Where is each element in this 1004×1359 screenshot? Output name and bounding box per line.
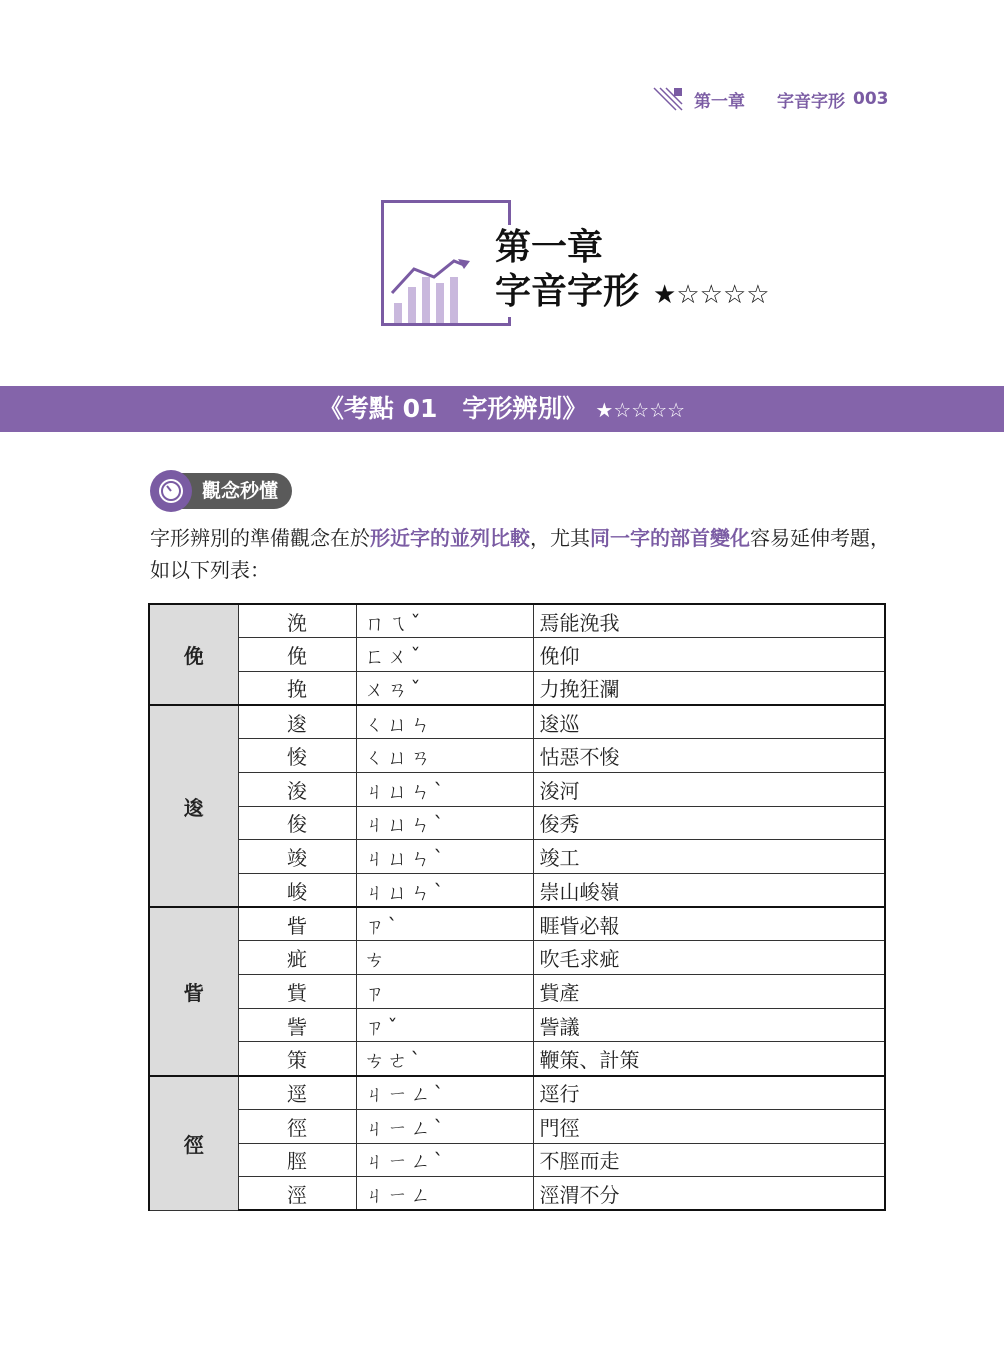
example-cell: 浚河 [533, 772, 885, 806]
zhuyin-cell: ㄐㄧㄥˋ [356, 1109, 533, 1143]
char-cell: 脛 [238, 1143, 356, 1177]
example-cell: 睚眥必報 [533, 907, 885, 941]
char-cell: 峻 [238, 874, 356, 908]
header-chapter: 第一章 [694, 91, 745, 112]
header-section: 字音字形 [777, 91, 845, 112]
example-cell: 吹毛求疵 [533, 941, 885, 975]
char-cell: 俊 [238, 806, 356, 840]
zhuyin-cell: ㄐㄩㄣˋ [356, 772, 533, 806]
table-row [149, 1143, 885, 1177]
char-cell: 浼 [238, 604, 356, 638]
zhuyin-cell: ㄘ [356, 941, 533, 975]
section-banner [0, 386, 1004, 432]
intro-highlight: 同一字的部首變化 [590, 526, 750, 550]
example-cell: 貲產 [533, 975, 885, 1009]
table-row [149, 1177, 885, 1211]
zhuyin-cell: ㄐㄩㄣˋ [356, 840, 533, 874]
zhuyin-cell: ㄗˇ [356, 1008, 533, 1042]
zhuyin-cell: ㄐㄩㄣˋ [356, 874, 533, 908]
char-cell: 眥 [238, 907, 356, 941]
example-cell: 俛仰 [533, 638, 885, 672]
growth-chart-icon [384, 203, 508, 323]
char-cell: 策 [238, 1042, 356, 1076]
running-header [652, 86, 889, 112]
char-cell: 浚 [238, 772, 356, 806]
table-row [149, 1008, 885, 1042]
table-row [149, 975, 885, 1009]
chapter-rating: ★☆☆☆☆ [653, 280, 770, 310]
zhuyin-cell: ㄨㄢˇ [356, 671, 533, 705]
zhuyin-cell: ㄑㄩㄣ [356, 705, 533, 739]
table-row [149, 772, 885, 806]
char-cell: 竣 [238, 840, 356, 874]
group-label: 逡 [149, 705, 238, 907]
chapter-name: 字音字形 [495, 270, 640, 312]
zhuyin-cell: ㄈㄨˇ [356, 638, 533, 672]
table-row [149, 604, 885, 638]
example-cell: 門徑 [533, 1109, 885, 1143]
table-row [149, 907, 885, 941]
page-number: 003 [853, 89, 889, 109]
table-row [149, 638, 885, 672]
example-cell: 涇渭不分 [533, 1177, 885, 1211]
table-row [149, 705, 885, 739]
example-cell: 怙惡不悛 [533, 739, 885, 773]
example-cell: 鞭策、計策 [533, 1042, 885, 1076]
group-label: 徑 [149, 1076, 238, 1211]
example-cell: 焉能浼我 [533, 604, 885, 638]
zhuyin-cell: ㄗ [356, 975, 533, 1009]
intro-text: 容易延伸考題，如以下列表： [150, 526, 890, 582]
table-row [149, 1076, 885, 1110]
char-cell: 逡 [238, 705, 356, 739]
intro-text: 字形辨別的準備觀念在於 [150, 526, 370, 550]
table-row [149, 941, 885, 975]
table-row [149, 840, 885, 874]
example-cell: 俊秀 [533, 806, 885, 840]
example-cell: 竣工 [533, 840, 885, 874]
example-cell: 力挽狂瀾 [533, 671, 885, 705]
chapter-icon-box [381, 200, 511, 326]
section-title: 《考點 01 字形辨別》 [318, 394, 588, 423]
char-cell: 悛 [238, 739, 356, 773]
table-row [149, 739, 885, 773]
example-cell: 不脛而走 [533, 1143, 885, 1177]
zhuyin-cell: ㄐㄧㄥˋ [356, 1143, 533, 1177]
intro-text: ，尤其 [530, 526, 590, 550]
header-decoration-icon [652, 86, 686, 112]
intro-highlight: 形近字的並列比較 [370, 526, 530, 550]
char-cell: 逕 [238, 1076, 356, 1110]
zhuyin-cell: ㄐㄩㄣˋ [356, 806, 533, 840]
group-label: 俛 [149, 604, 238, 705]
chapter-number: 第一章 [495, 226, 604, 268]
glyph-comparison-table [148, 603, 886, 1211]
example-cell: 訾議 [533, 1008, 885, 1042]
section-rating: ★☆☆☆☆ [595, 398, 686, 422]
char-cell: 訾 [238, 1008, 356, 1042]
char-cell: 徑 [238, 1109, 356, 1143]
zhuyin-cell: ㄘㄜˋ [356, 1042, 533, 1076]
example-cell: 崇山峻嶺 [533, 874, 885, 908]
concept-label [150, 470, 292, 512]
table-row [149, 1042, 885, 1076]
example-cell: 逕行 [533, 1076, 885, 1110]
table-row [149, 1109, 885, 1143]
intro-paragraph [150, 522, 890, 586]
zhuyin-cell: ㄑㄩㄢ [356, 739, 533, 773]
table-row [149, 874, 885, 908]
zhuyin-cell: ㄐㄧㄥ [356, 1177, 533, 1211]
group-label: 眥 [149, 907, 238, 1075]
clock-icon [150, 470, 192, 512]
example-cell: 逡巡 [533, 705, 885, 739]
table-row [149, 806, 885, 840]
char-cell: 涇 [238, 1177, 356, 1211]
table-row [149, 671, 885, 705]
chapter-title [493, 225, 770, 317]
zhuyin-cell: ㄇㄟˇ [356, 604, 533, 638]
char-cell: 貲 [238, 975, 356, 1009]
concept-label-text: 觀念秒懂 [174, 473, 292, 509]
zhuyin-cell: ㄐㄧㄥˋ [356, 1076, 533, 1110]
zhuyin-cell: ㄗˋ [356, 907, 533, 941]
char-cell: 挽 [238, 671, 356, 705]
char-cell: 俛 [238, 638, 356, 672]
char-cell: 疵 [238, 941, 356, 975]
